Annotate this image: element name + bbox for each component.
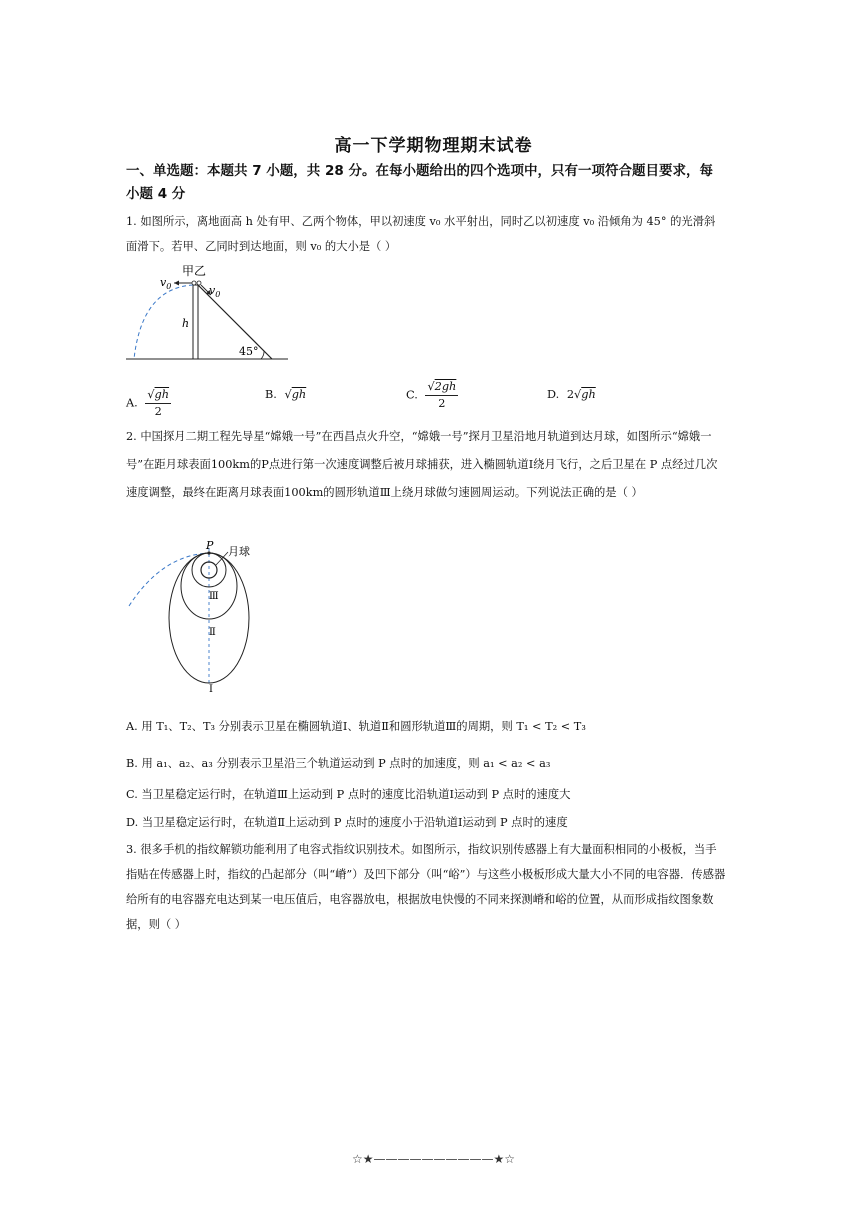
question-3-stem: 3. 很多手机的指纹解锁功能利用了电容式指纹识别技术。如图所示，指纹识别传感器上有大量面积相同的小极板，当手指贴在传感器上时，指纹的凸起部分（叫“嵴”）及凹下部分（叫“峪”）与这些小极板形成大量大小不同的电容器．传感器给所有的电容器充电达到某一电压值后，电容器放电，根据放电快慢的不同来探测嵴和峪的位置，从而形成指纹图象数据，则（ ） [126, 843, 726, 931]
svg-text:v0: $v_0$ [209, 284, 221, 299]
q1-option-b: B. √gh [265, 388, 307, 401]
question-1-figure [120, 262, 295, 366]
q2-option-b: B. 用 a₁、a₂、a₃ 分别表示卫星沿三个轨道运动到 P 点时的加速度，则 a₁ < a₂ < a₃ [126, 757, 551, 770]
label-moon: 月球 [228, 545, 250, 558]
label-p: P [206, 539, 214, 552]
page-title: 高一下学期物理期末试卷 [334, 136, 533, 156]
svg-text:v0: $v_0$ [160, 276, 172, 291]
page-footer-decoration: ☆★——————————★☆ [351, 1152, 516, 1166]
label-orbit-2: Ⅱ [209, 627, 216, 638]
label-h: h [182, 317, 190, 330]
q1-option-d: D. 2√gh [547, 388, 596, 401]
section-heading: 一、单选题：本题共 7 小题，共 28 分。在每小题给出的四个选项中，只有一项符合题目要求，每小题 4 分 [126, 163, 713, 202]
q2-option-c: C. 当卫星稳定运行时，在轨道Ⅲ上运动到 P 点时的速度比沿轨道Ⅰ运动到 P 点时的速度大 [126, 788, 571, 801]
question-1-stem: 1. 如图所示，离地面高 h 处有甲、乙两个物体，甲以初速度 v₀ 水平射出，同时乙以初速度 v₀ 沿倾角为 45° 的光滑斜面滑下。若甲、乙同时到达地面，则 v₀ 的大小是（ ） [126, 215, 716, 253]
q2-option-d: D. 当卫星稳定运行时，在轨道Ⅱ上运动到 P 点时的速度小于沿轨道Ⅰ运动到 P 点时的速度 [126, 816, 568, 829]
q1-option-a: A. $\frac{√gh}{2}$ [126, 388, 170, 418]
q1-option-c: C. $\frac{√2gh}{2}$ [406, 380, 457, 410]
label-jia-yi: 甲乙 [182, 264, 207, 278]
label-angle: 45° [239, 345, 259, 358]
label-orbit-1: Ⅰ [209, 684, 213, 695]
label-orbit-3: Ⅲ [209, 591, 219, 602]
q2-option-a: A. 用 T₁、T₂、T₃ 分别表示卫星在椭圆轨道Ⅰ、轨道Ⅱ和圆形轨道Ⅲ的周期，则 T₁ < T₂ < T₃ [126, 720, 586, 733]
question-2-stem: 2. 中国探月二期工程先导星“嫦娥一号”在西昌点火升空，“嫦娥一号”探月卫星沿地月轨道到达月球，如图所示“嫦娥一号”在距月球表面100km的P点进行第一次速度调整后被月球捕获，进入椭圆轨道Ⅰ绕月飞行，之后卫星在 P 点经过几次速度调整，最终在距离月球表面100km的圆形轨道Ⅲ上绕月球做匀速圆周运动。下列说法正确的是（ ） [126, 430, 718, 499]
question-2-figure [122, 538, 262, 698]
